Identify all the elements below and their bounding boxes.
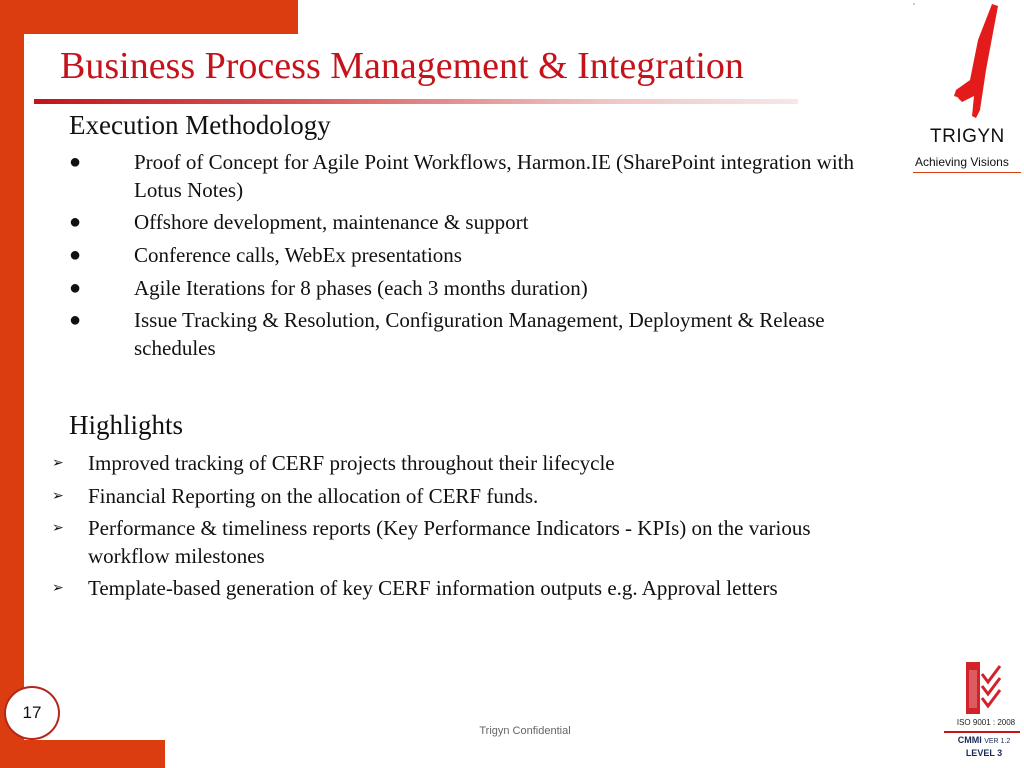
- list-item-text: Agile Iterations for 8 phases (each 3 months duration): [134, 276, 588, 300]
- bullet-dot-icon: ●: [69, 151, 82, 173]
- cmmi-version: VER 1.2: [984, 738, 1011, 745]
- footer-confidential: Trigyn Confidential: [479, 725, 571, 737]
- certification-divider: [944, 731, 1020, 733]
- arrow-bullet-icon: ➢: [52, 581, 64, 596]
- quality-system-emblem-icon: [960, 660, 1008, 716]
- red-brushstroke-icon: [900, 0, 1024, 180]
- bullet-dot-icon: ●: [69, 277, 82, 299]
- list-item-text: Improved tracking of CERF projects throughout their lifecycle: [88, 451, 615, 475]
- iso-certification: ISO 9001 : 2008: [956, 718, 1016, 727]
- logo-tagline: Achieving Visions: [915, 155, 1009, 169]
- list-item-text: Financial Reporting on the allocation of CERF funds.: [88, 484, 539, 508]
- frame-bottom-bar: [0, 740, 165, 768]
- logo-name: TRIGYN: [930, 126, 1005, 147]
- page-number: 17: [4, 686, 60, 740]
- logo-divider: [913, 172, 1021, 173]
- execution-heading: Execution Methodology: [69, 110, 331, 140]
- footer-strip: [165, 740, 1024, 768]
- highlights-heading: Highlights: [69, 410, 184, 440]
- list-item-text: Proof of Concept for Agile Point Workflows, Harmon.IE (SharePoint integration with Lotus Notes): [134, 150, 854, 202]
- cmmi-level: LEVEL 3: [965, 748, 1003, 758]
- arrow-bullet-icon: ➢: [52, 489, 64, 504]
- list-item-text: Conference calls, WebEx presentations: [134, 243, 462, 267]
- bullet-dot-icon: ●: [69, 244, 82, 266]
- slide-title: Business Process Management & Integration: [60, 45, 744, 87]
- list-item-text: Performance & timeliness reports (Key Performance Indicators - KPIs) on the various workflow milestones: [88, 516, 811, 568]
- title-underline: [34, 99, 798, 104]
- bullet-dot-icon: ●: [69, 211, 82, 233]
- frame-left-bar: [0, 0, 24, 768]
- bullet-dot-icon: ●: [69, 309, 82, 331]
- frame-top-bar: [0, 0, 298, 34]
- arrow-bullet-icon: ➢: [52, 456, 64, 471]
- cmmi-label: CMMI: [957, 735, 982, 745]
- list-item-text: Issue Tracking & Resolution, Configuration Management, Deployment & Release schedules: [134, 308, 825, 360]
- list-item-text: Template-based generation of key CERF information outputs e.g. Approval letters: [88, 576, 778, 600]
- list-item-text: Offshore development, maintenance & support: [134, 210, 529, 234]
- arrow-bullet-icon: ➢: [52, 521, 64, 536]
- cmmi-certification: [948, 735, 1020, 745]
